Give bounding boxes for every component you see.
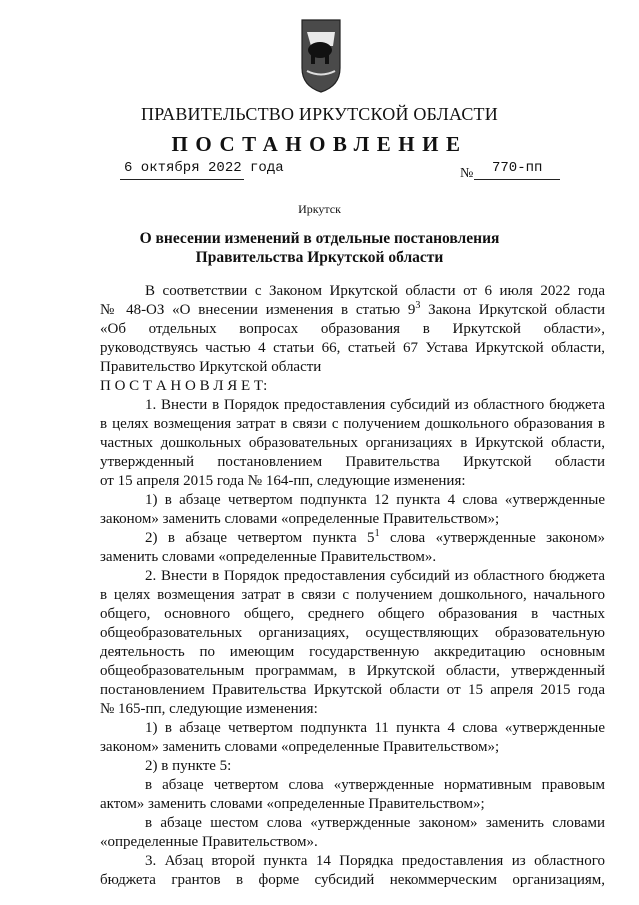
body-line: от 15 апреля 2015 года № 164-пп, следующие изменения: [100,473,466,489]
body-line: утвержденный постановлением Правительства Иркутской области [100,454,605,470]
body-line: 1) в абзаце четвертом подпункта 12 пункта 4 слова «утвержденные [145,492,605,508]
body-line: деятельность по имеющим государственную аккредитацию основным [100,644,605,660]
body-line: заменить словами «определенные Правительством». [100,549,437,565]
document-type: ПОСТАНОВЛЕНИЕ [171,132,468,156]
body-line: частных дошкольных образовательных организациях в Иркутской области, [100,435,605,451]
body-line: «Об отдельных вопросах образования в Иркутской области», [100,321,605,337]
body-line: № 48-ОЗ «О внесении изменения в статью $9^3$ Закона Иркутской области [100,300,605,318]
body-line: 3. Абзац второй пункта 14 Порядка предоставления из областного [145,853,605,869]
body-line: 2. Внести в Порядок предоставления субсидий из областного бюджета [145,568,605,584]
body-line: Правительство Иркутской области [100,359,322,375]
body-line: 1. Внести в Порядок предоставления субсидий из областного бюджета [145,397,605,413]
body-line: № 165-пп, следующие изменения: [100,701,318,717]
city: Иркутск [298,202,341,216]
body-line: в абзаце четвертом слова «утвержденные нормативным правовым [145,777,605,793]
body-line: в целях возмещения затрат в связи с получением дошкольного образования в [100,416,605,432]
body-line: 1) в абзаце четвертом подпункта 11 пункта 4 слова «утвержденные [145,720,605,736]
body-line: в абзаце шестом слова «утвержденные законом» заменить словами [145,815,605,831]
document-number: 770-пп [492,160,543,176]
body-line: общеобразовательных организациях, осуществляющих образовательную [100,625,605,641]
number-label: № [460,166,474,181]
number-underline [474,179,560,180]
body-line: «определенные Правительством». [100,834,318,850]
title-line-2: Правительства Иркутской области [195,249,444,266]
body-line: 2) в пункте 5: [145,758,232,774]
document-date: 6 октября 2022 года [124,160,284,176]
date-underline [120,179,244,180]
body-line: законом» заменить словами «определенные Правительством»; [100,739,500,755]
body-line: законом» заменить словами «определенные Правительством»; [100,511,500,527]
body-line: общеобразовательным программам, в Иркутской области, утвержденный [100,663,605,679]
coat-of-arms-emblem [299,16,343,94]
body-line: руководствуясь частью 4 статьи 66, статьей 67 Устава Иркутской области, [100,340,605,356]
body-line: бюджета грантов в форме субсидий некоммерческим организациям, [100,872,605,888]
resolves-heading: П О С Т А Н О В Л Я Е Т: [100,378,268,394]
body-line: постановлением Правительства Иркутской области от 15 апреля 2015 года [100,682,605,698]
body-line: актом» заменить словами «определенные Правительством»; [100,796,485,812]
body-line: в целях возмещения затрат в связи с получением дошкольного, начального [100,587,605,603]
body-line: 2) в абзаце четвертом пункта $5^1$ слова «утвержденные законом» [145,528,606,546]
body-line: В соответствии с Законом Иркутской области от 6 июля 2022 года [145,283,605,299]
title-line-1: О внесении изменений в отдельные постановления [139,230,500,247]
government-name: ПРАВИТЕЛЬСТВО ИРКУТСКОЙ ОБЛАСТИ [141,104,498,124]
body-line: общего, основного общего, среднего общего образования в частных [100,606,605,622]
